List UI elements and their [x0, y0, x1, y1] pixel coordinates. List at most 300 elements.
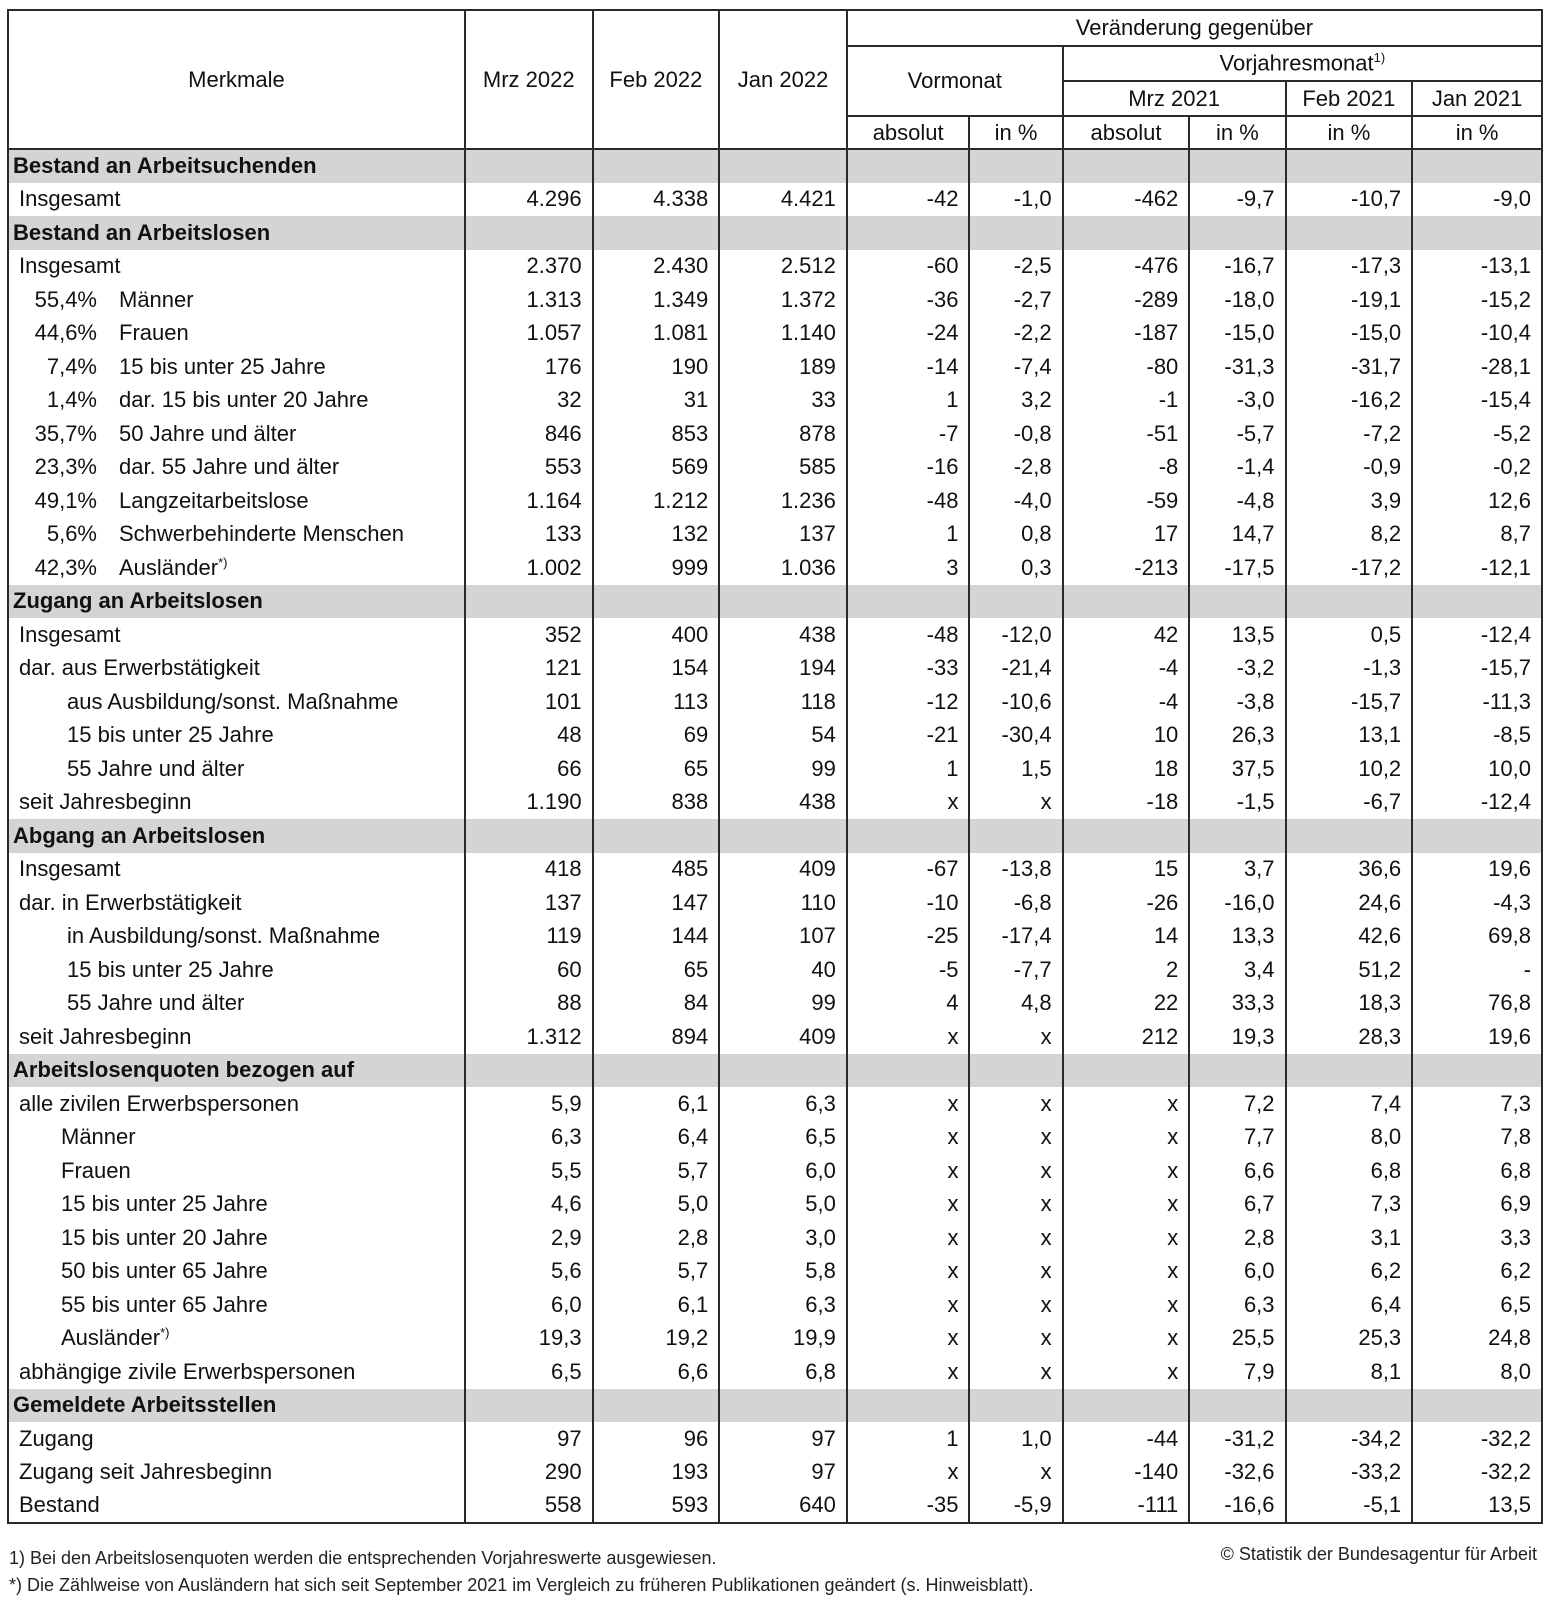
row-label-text: 55 bis unter 65 Jahre	[61, 1291, 268, 1317]
section-header	[8, 216, 1542, 250]
section-header-cell	[1063, 819, 1190, 853]
value-cell: 32	[465, 384, 593, 418]
value-cell: 19,6	[1412, 1020, 1542, 1054]
value-cell: 88	[465, 987, 593, 1021]
row-label-text: dar. aus Erwerbstätigkeit	[19, 655, 260, 681]
value-cell: 13,5	[1189, 618, 1285, 652]
value-cell: 894	[593, 1020, 720, 1054]
row-label	[8, 987, 465, 1021]
value-cell: 8,0	[1412, 1355, 1542, 1389]
value-cell: -17,5	[1189, 551, 1285, 585]
table-row	[8, 1456, 1542, 1490]
value-cell: -26	[1063, 886, 1190, 920]
row-label-text: Zugang	[19, 1425, 94, 1451]
table-row	[8, 1154, 1542, 1188]
value-cell: -19,1	[1286, 283, 1413, 317]
value-cell: -42	[847, 183, 970, 217]
value-cell: 69,8	[1412, 920, 1542, 954]
section-title: Bestand an Arbeitsuchenden	[8, 149, 465, 183]
section-header-cell	[1063, 1054, 1190, 1088]
table-row	[8, 987, 1542, 1021]
value-cell: 26,3	[1189, 719, 1285, 753]
value-cell: -9,7	[1189, 183, 1285, 217]
value-cell: 6,8	[1412, 1154, 1542, 1188]
value-cell: 24,6	[1286, 886, 1413, 920]
value-cell: 3,9	[1286, 484, 1413, 518]
value-cell: -12,0	[969, 618, 1062, 652]
row-label	[8, 417, 465, 451]
value-cell: 2.370	[465, 250, 593, 284]
value-cell: -67	[847, 853, 970, 887]
section-header-cell	[719, 1389, 847, 1423]
value-cell: 1.349	[593, 283, 720, 317]
row-label	[8, 551, 465, 585]
section-title: Arbeitslosenquoten bezogen auf	[8, 1054, 465, 1088]
value-cell: -1,4	[1189, 451, 1285, 485]
value-cell: x	[847, 1154, 970, 1188]
value-cell: -5,2	[1412, 417, 1542, 451]
value-cell: -10,7	[1286, 183, 1413, 217]
value-cell: -1	[1063, 384, 1190, 418]
row-label-text: Frauen	[119, 320, 189, 346]
value-cell: 144	[593, 920, 720, 954]
row-label	[8, 1121, 465, 1155]
value-cell: x	[1063, 1355, 1190, 1389]
value-cell: 6,4	[593, 1121, 720, 1155]
value-cell: -13,8	[969, 853, 1062, 887]
value-cell: 1.212	[593, 484, 720, 518]
section-header-cell	[1286, 819, 1413, 853]
row-label	[8, 618, 465, 652]
section-header-cell	[719, 585, 847, 619]
row-label-text: abhängige zivile Erwerbspersonen	[19, 1358, 356, 1384]
value-cell: 6,3	[719, 1288, 847, 1322]
row-label	[8, 1087, 465, 1121]
value-cell: 553	[465, 451, 593, 485]
section-header-cell	[465, 216, 593, 250]
value-cell: 5,0	[593, 1188, 720, 1222]
table-row	[8, 1020, 1542, 1054]
value-cell: -31,7	[1286, 350, 1413, 384]
value-cell: 2,8	[593, 1221, 720, 1255]
value-cell: -7	[847, 417, 970, 451]
row-label	[8, 853, 465, 887]
row-label-text: Frauen	[61, 1157, 131, 1183]
value-cell: 66	[465, 752, 593, 786]
table-row	[8, 1188, 1542, 1222]
section-header-cell	[719, 1054, 847, 1088]
value-cell: -187	[1063, 317, 1190, 351]
value-cell: 3,2	[969, 384, 1062, 418]
value-cell: -18,0	[1189, 283, 1285, 317]
value-cell: 1	[847, 752, 970, 786]
table-row	[8, 317, 1542, 351]
value-cell: 2.430	[593, 250, 720, 284]
row-label-text: 55 Jahre und älter	[67, 990, 245, 1016]
value-cell: x	[847, 1087, 970, 1121]
section-header	[8, 819, 1542, 853]
row-label-text: Langzeitarbeitslose	[119, 487, 309, 513]
value-cell: -59	[1063, 484, 1190, 518]
table-row	[8, 1489, 1542, 1523]
value-cell: 6,4	[1286, 1288, 1413, 1322]
section-header	[8, 1054, 1542, 1088]
header-month-0: Mrz 2022	[465, 10, 593, 149]
row-label	[8, 484, 465, 518]
row-share-pct: 1,4%	[46, 387, 97, 413]
section-header-cell	[969, 1389, 1062, 1423]
value-cell: x	[969, 1456, 1062, 1490]
value-cell: x	[969, 1020, 1062, 1054]
section-title: Gemeldete Arbeitsstellen	[8, 1389, 465, 1423]
section-header-cell	[1189, 1389, 1285, 1423]
value-cell: -2,8	[969, 451, 1062, 485]
section-header-cell	[1063, 1389, 1190, 1423]
header-pct-vormonat: in %	[969, 116, 1062, 149]
header-prev-month-0: Mrz 2021	[1063, 81, 1286, 116]
row-label	[8, 886, 465, 920]
section-header-cell	[1412, 1054, 1542, 1088]
value-cell: 485	[593, 853, 720, 887]
row-label-text: Männer	[61, 1124, 136, 1150]
value-cell: 838	[593, 786, 720, 820]
value-cell: -10	[847, 886, 970, 920]
value-cell: x	[969, 1288, 1062, 1322]
value-cell: 19,3	[1189, 1020, 1285, 1054]
section-header-cell	[1189, 585, 1285, 619]
row-label-text: 15 bis unter 25 Jahre	[61, 1191, 268, 1217]
table-row	[8, 350, 1542, 384]
section-header-cell	[1286, 149, 1413, 183]
value-cell: 438	[719, 786, 847, 820]
value-cell: 65	[593, 752, 720, 786]
section-header-cell	[847, 819, 970, 853]
section-header	[8, 585, 1542, 619]
value-cell: 22	[1063, 987, 1190, 1021]
value-cell: 8,0	[1286, 1121, 1413, 1155]
value-cell: 6,0	[719, 1154, 847, 1188]
value-cell: 13,1	[1286, 719, 1413, 753]
value-cell: 999	[593, 551, 720, 585]
row-label	[8, 719, 465, 753]
section-title: Abgang an Arbeitslosen	[8, 819, 465, 853]
value-cell: 1.081	[593, 317, 720, 351]
row-label	[8, 1020, 465, 1054]
value-cell: -2,7	[969, 283, 1062, 317]
footnote-2: *) Die Zählweise von Ausländern hat sich seit September 2021 im Vergleich zu früheren Publikationen geändert (s. Hinweisblatt).	[9, 1575, 1034, 1595]
value-cell: -33,2	[1286, 1456, 1413, 1490]
value-cell: -1,5	[1189, 786, 1285, 820]
value-cell: x	[969, 1255, 1062, 1289]
row-label-text: Bestand	[19, 1492, 100, 1518]
row-share-pct: 44,6%	[34, 320, 97, 346]
row-label	[8, 250, 465, 284]
value-cell: 5,9	[465, 1087, 593, 1121]
section-header-cell	[465, 149, 593, 183]
row-share-pct: 35,7%	[34, 420, 97, 446]
value-cell: -462	[1063, 183, 1190, 217]
table-row	[8, 1121, 1542, 1155]
header-vorjahresmonat-label: Vorjahresmonat	[1219, 50, 1374, 76]
value-cell: 154	[593, 652, 720, 686]
table-row	[8, 1288, 1542, 1322]
value-cell: -12,1	[1412, 551, 1542, 585]
table-row	[8, 1355, 1542, 1389]
section-header-cell	[1412, 585, 1542, 619]
value-cell: 33	[719, 384, 847, 418]
value-cell: 585	[719, 451, 847, 485]
value-cell: 10,0	[1412, 752, 1542, 786]
table-row	[8, 1221, 1542, 1255]
value-cell: -2,2	[969, 317, 1062, 351]
value-cell: x	[847, 1020, 970, 1054]
value-cell: -3,8	[1189, 685, 1285, 719]
value-cell: 133	[465, 518, 593, 552]
value-cell: 1.313	[465, 283, 593, 317]
value-cell: 176	[465, 350, 593, 384]
value-cell: -5,9	[969, 1489, 1062, 1523]
header-merkmale: Merkmale	[8, 10, 465, 149]
value-cell: -11,3	[1412, 685, 1542, 719]
section-header-cell	[1189, 1054, 1285, 1088]
value-cell: 1,0	[969, 1422, 1062, 1456]
value-cell: 409	[719, 853, 847, 887]
value-cell: 97	[465, 1422, 593, 1456]
value-cell: x	[847, 786, 970, 820]
section-header-cell	[1286, 1054, 1413, 1088]
header-veraenderung: Veränderung gegenüber	[847, 10, 1542, 46]
value-cell: 7,8	[1412, 1121, 1542, 1155]
value-cell: 6,5	[465, 1355, 593, 1389]
value-cell: 352	[465, 618, 593, 652]
value-cell: 33,3	[1189, 987, 1285, 1021]
value-cell: 1.036	[719, 551, 847, 585]
table-row	[8, 1422, 1542, 1456]
value-cell: 40	[719, 953, 847, 987]
value-cell: 110	[719, 886, 847, 920]
section-header-cell	[593, 149, 720, 183]
value-cell: -31,3	[1189, 350, 1285, 384]
value-cell: -15,2	[1412, 283, 1542, 317]
table-row	[8, 417, 1542, 451]
section-title: Zugang an Arbeitslosen	[8, 585, 465, 619]
value-cell: -16,2	[1286, 384, 1413, 418]
header-vormonat: Vormonat	[847, 46, 1063, 116]
value-cell: -25	[847, 920, 970, 954]
value-cell: 48	[465, 719, 593, 753]
value-cell: -35	[847, 1489, 970, 1523]
value-cell: -16,0	[1189, 886, 1285, 920]
value-cell: 7,4	[1286, 1087, 1413, 1121]
value-cell: 1	[847, 1422, 970, 1456]
value-cell: -5,1	[1286, 1489, 1413, 1523]
value-cell: 107	[719, 920, 847, 954]
section-header	[8, 1389, 1542, 1423]
section-header-cell	[1189, 819, 1285, 853]
table-row	[8, 886, 1542, 920]
value-cell: 4.421	[719, 183, 847, 217]
table-body	[8, 149, 1542, 1523]
section-header	[8, 149, 1542, 183]
table-row	[8, 551, 1542, 585]
section-header-cell	[847, 585, 970, 619]
table-row	[8, 1255, 1542, 1289]
value-cell: 54	[719, 719, 847, 753]
value-cell: 2,9	[465, 1221, 593, 1255]
row-label	[8, 1355, 465, 1389]
table-row	[8, 752, 1542, 786]
section-header-cell	[847, 1389, 970, 1423]
value-cell: 6,8	[1286, 1154, 1413, 1188]
value-cell: -32,2	[1412, 1422, 1542, 1456]
row-share-pct: 55,4%	[34, 286, 97, 312]
value-cell: 6,5	[1412, 1288, 1542, 1322]
row-label-text: Schwerbehinderte Menschen	[119, 521, 404, 547]
value-cell: 4	[847, 987, 970, 1021]
value-cell: 1,5	[969, 752, 1062, 786]
value-cell: -5,7	[1189, 417, 1285, 451]
row-label-text: 15 bis unter 25 Jahre	[67, 722, 274, 748]
value-cell: -17,2	[1286, 551, 1413, 585]
value-cell: 101	[465, 685, 593, 719]
value-cell: 6,3	[465, 1121, 593, 1155]
row-label	[8, 1288, 465, 1322]
row-label	[8, 1188, 465, 1222]
value-cell: x	[847, 1288, 970, 1322]
value-cell: -21,4	[969, 652, 1062, 686]
table-row	[8, 953, 1542, 987]
value-cell: -7,2	[1286, 417, 1413, 451]
value-cell: -10,6	[969, 685, 1062, 719]
value-cell: -80	[1063, 350, 1190, 384]
row-label-text: dar. in Erwerbstätigkeit	[19, 889, 242, 915]
value-cell: 400	[593, 618, 720, 652]
row-label-text: 55 Jahre und älter	[67, 755, 245, 781]
value-cell: -7,7	[969, 953, 1062, 987]
value-cell: 6,0	[1189, 1255, 1285, 1289]
value-cell: 2,8	[1189, 1221, 1285, 1255]
row-share-pct: 5,6%	[46, 521, 97, 547]
row-label-text: Insgesamt	[19, 621, 121, 647]
value-cell: 14,7	[1189, 518, 1285, 552]
value-cell: -8,5	[1412, 719, 1542, 753]
table-row	[8, 1087, 1542, 1121]
row-label	[8, 317, 465, 351]
section-header-cell	[1412, 149, 1542, 183]
value-cell: 6,2	[1412, 1255, 1542, 1289]
section-header-cell	[847, 1054, 970, 1088]
value-cell: -17,3	[1286, 250, 1413, 284]
value-cell: 6,3	[1189, 1288, 1285, 1322]
section-header-cell	[847, 216, 970, 250]
value-cell: -12	[847, 685, 970, 719]
value-cell: 409	[719, 1020, 847, 1054]
value-cell: 7,2	[1189, 1087, 1285, 1121]
section-title: Bestand an Arbeitslosen	[8, 216, 465, 250]
value-cell: -32,2	[1412, 1456, 1542, 1490]
footnote-1: 1) Bei den Arbeitslosenquoten werden die entsprechenden Vorjahreswerte ausgewiesen.	[9, 1548, 717, 1568]
table-row	[8, 685, 1542, 719]
section-header-cell	[719, 149, 847, 183]
section-header-cell	[465, 1054, 593, 1088]
value-cell: x	[969, 1188, 1062, 1222]
row-label	[8, 685, 465, 719]
value-cell: 31	[593, 384, 720, 418]
value-cell: 36,6	[1286, 853, 1413, 887]
value-cell: 132	[593, 518, 720, 552]
section-header-cell	[593, 585, 720, 619]
value-cell: 5,5	[465, 1154, 593, 1188]
value-cell: 37,5	[1189, 752, 1285, 786]
row-share-pct: 42,3%	[34, 554, 97, 580]
value-cell: 99	[719, 987, 847, 1021]
row-label	[8, 1322, 465, 1356]
value-cell: -24	[847, 317, 970, 351]
table-row	[8, 1322, 1542, 1356]
value-cell: 18,3	[1286, 987, 1413, 1021]
value-cell: x	[969, 1355, 1062, 1389]
value-cell: 119	[465, 920, 593, 954]
value-cell: 97	[719, 1456, 847, 1490]
row-label-text: 50 Jahre und älter	[119, 420, 297, 446]
value-cell: -16,7	[1189, 250, 1285, 284]
section-header-cell	[1412, 1389, 1542, 1423]
row-label-text: Ausländer	[119, 554, 219, 580]
value-cell: 7,7	[1189, 1121, 1285, 1155]
value-cell: -0,2	[1412, 451, 1542, 485]
row-label	[8, 1489, 465, 1523]
value-cell: 5,8	[719, 1255, 847, 1289]
value-cell: -476	[1063, 250, 1190, 284]
header-prev-month-1: Feb 2021	[1286, 81, 1413, 116]
value-cell: -14	[847, 350, 970, 384]
value-cell: 593	[593, 1489, 720, 1523]
table-row	[8, 183, 1542, 217]
value-cell: 1	[847, 518, 970, 552]
section-header-cell	[465, 1389, 593, 1423]
copyright-text: © Statistik der Bundesagentur für Arbeit	[1220, 1544, 1537, 1564]
value-cell: x	[847, 1456, 970, 1490]
row-label	[8, 920, 465, 954]
value-cell: 193	[593, 1456, 720, 1490]
section-header-cell	[969, 216, 1062, 250]
section-header-cell	[1412, 819, 1542, 853]
value-cell: 640	[719, 1489, 847, 1523]
value-cell: 19,2	[593, 1322, 720, 1356]
row-label-text: Insgesamt	[19, 253, 121, 279]
value-cell: 6,2	[1286, 1255, 1413, 1289]
value-cell: 19,9	[719, 1322, 847, 1356]
value-cell: -28,1	[1412, 350, 1542, 384]
value-cell: 418	[465, 853, 593, 887]
value-cell: 25,3	[1286, 1322, 1413, 1356]
value-cell: -0,9	[1286, 451, 1413, 485]
value-cell: 8,2	[1286, 518, 1413, 552]
value-cell: x	[969, 1087, 1062, 1121]
value-cell: 3,3	[1412, 1221, 1542, 1255]
value-cell: 7,3	[1286, 1188, 1413, 1222]
value-cell: x	[847, 1255, 970, 1289]
section-header-cell	[465, 585, 593, 619]
section-header-cell	[1286, 216, 1413, 250]
value-cell: 24,8	[1412, 1322, 1542, 1356]
value-cell: 853	[593, 417, 720, 451]
header-vorjahresmonat	[1063, 46, 1542, 81]
row-label-text: 15 bis unter 25 Jahre	[119, 353, 326, 379]
value-cell: 1.312	[465, 1020, 593, 1054]
value-cell: 8,1	[1286, 1355, 1413, 1389]
value-cell: -4,3	[1412, 886, 1542, 920]
